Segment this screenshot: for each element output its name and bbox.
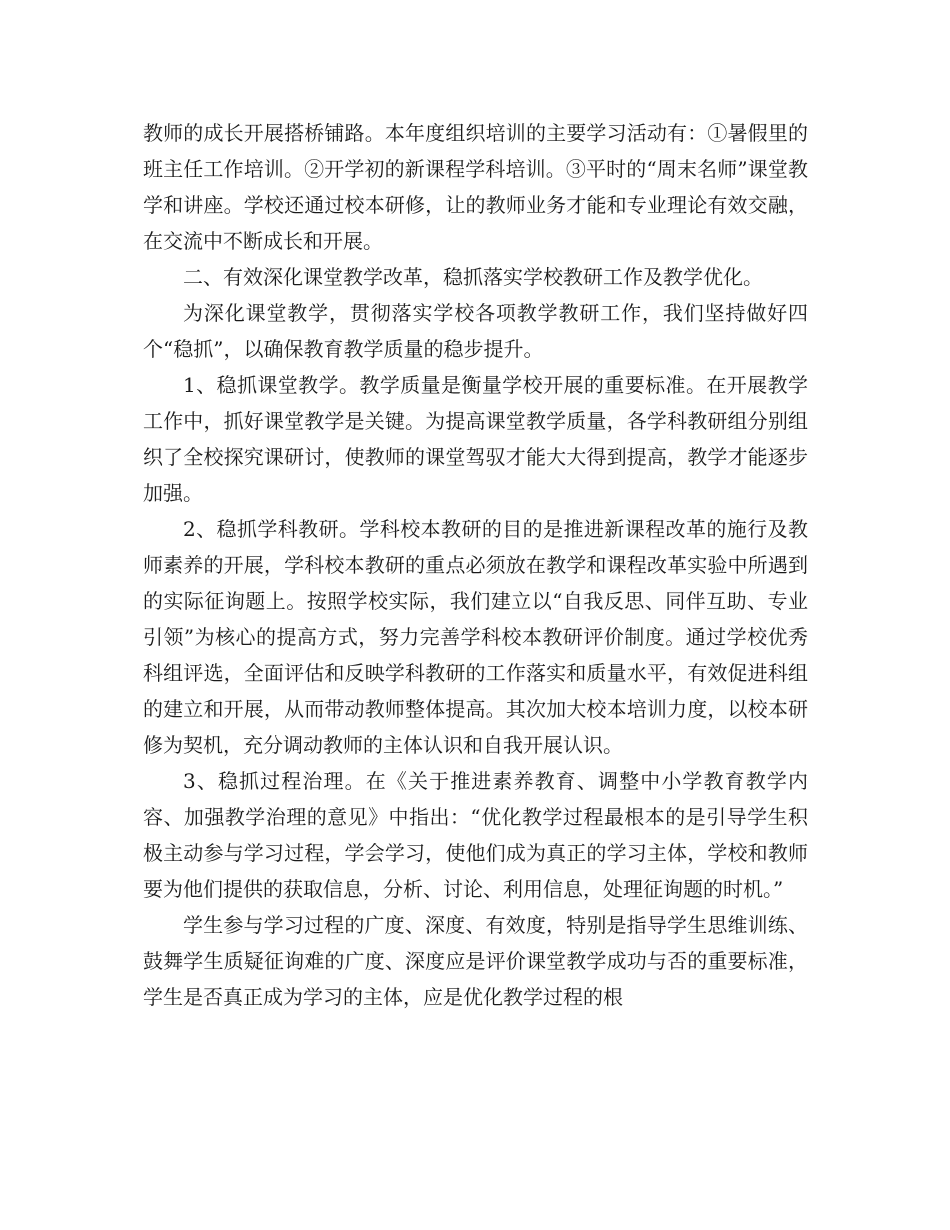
section-heading-two: 二、有效深化课堂教学改革，稳抓落实学校教研工作及教学优化。 [183, 265, 763, 289]
paragraph-classroom-teaching: 1、稳抓课堂教学。教学质量是衡量学校开展的重要标准。在开展教学工作中，抓好课堂教学是关键。为提高课堂教学质量，各学科教研组分别组织了全校探究课研讨，使教师的课堂驾驭才能大大得到提高，教学才能逐步加强。 [143, 373, 808, 505]
paragraph-student-participation: 学生参与学习过程的广度、深度、有效度，特别是指导学生思维训练、鼓舞学生质疑征询难的广度、深度应是评价课堂教学成功与否的重要标准，学生是否真正成为学习的主体，应是优化教学过程的根 [143, 913, 808, 1009]
document-body [143, 115, 808, 1015]
paragraph-teacher-training-continued: 教师的成长开展搭桥铺路。本年度组织培训的主要学习活动有：①暑假里的班主任工作培训。②开学初的新课程学科培训。③平时的“周末名师”课堂教学和讲座。学校还通过校本研修，让的教师业务才能和专业理论有效交融，在交流中不断成长和开展。 [143, 121, 808, 253]
paragraph-four-stabilities-intro: 为深化课堂教学，贯彻落实学校各项教学教研工作，我们坚持做好四个“稳抓”，以确保教育教学质量的稳步提升。 [143, 301, 808, 361]
paragraph-process-management: 3、稳抓过程治理。在《关于推进素养教育、调整中小学教育教学内容、加强教学治理的意见》中指出：“优化教学过程最根本的是引导学生积极主动参与学习过程，学会学习，使他们成为真正的学习主体，学校和教师要为他们提供的获取信息，分析、讨论、利用信息，处理征询题的时机。” [143, 769, 808, 901]
paragraph-subject-research: 2、稳抓学科教研。学科校本教研的目的是推进新课程改革的施行及教师素养的开展，学科校本教研的重点必须放在教学和课程改革实验中所遇到的实际征询题上。按照学校实际，我们建立以“自我反思、同伴互助、专业引领”为核心的提高方式，努力完善学科校本教研评价制度。通过学校优秀科组评选，全面评估和反映学科教研的工作落实和质量水平，有效促进科组的建立和开展，从而带动教师整体提高。其次加大校本培训力度，以校本研修为契机，充分调动教师的主体认识和自我开展认识。 [143, 517, 808, 757]
